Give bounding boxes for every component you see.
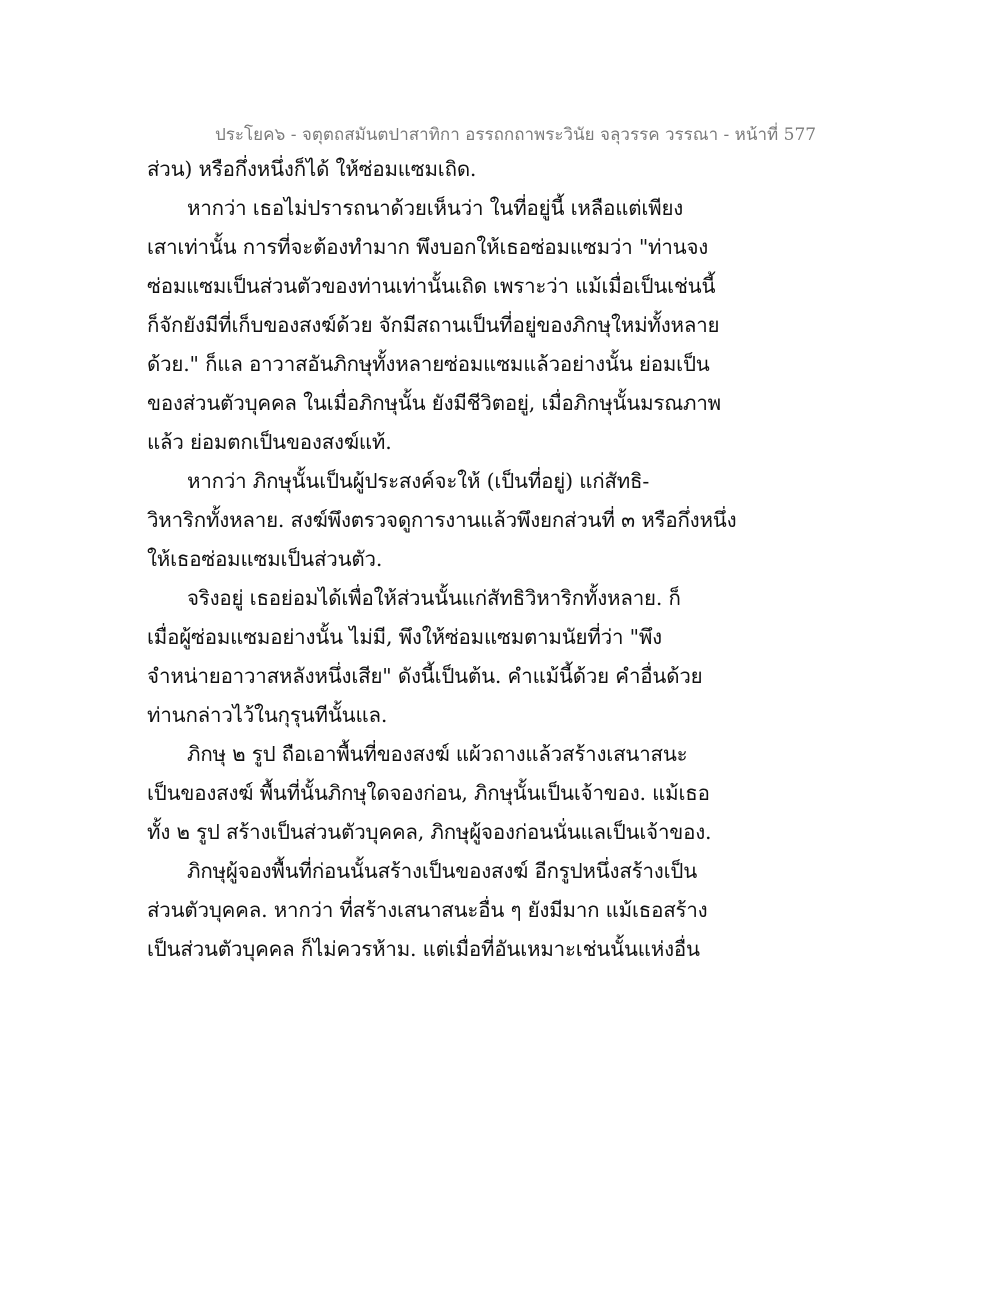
text-line-10: วิหาริกทั้งหลาย. สงฆ์พึงตรวจดูการงานแล้วพึงยกส่วนที่ ๓ หรือกึ่งหนึ่ง bbox=[147, 508, 737, 532]
text-line-20: ส่วนตัวบุคคล. หากว่า ที่สร้างเสนาสนะอื่น ๆ ยังมีมาก แม้เธอสร้าง bbox=[147, 898, 708, 922]
running-header: ประโยค๖ - จตุตถสมันตปาสาทิกา อรรถกถาพระวินัย จลุวรรค วรรณา - หน้าที่ 577 bbox=[215, 125, 817, 145]
text-line-4: ซ่อมแซมเป็นส่วนตัวของท่านเท่านั้นเถิด เพราะว่า แม้เมื่อเป็นเช่นนี้ bbox=[147, 274, 716, 298]
text-line-12: จริงอยู่ เธอย่อมได้เพื่อให้ส่วนนั้นแก่สัทธิวิหาริกทั้งหลาย. ก็ bbox=[187, 586, 681, 610]
text-line-19: ภิกษุผู้จองพื้นที่ก่อนนั้นสร้างเป็นของสงฆ์ อีกรูปหนึ่งสร้างเป็น bbox=[187, 859, 698, 883]
text-line-7: ของส่วนตัวบุคคล ในเมื่อภิกษุนั้น ยังมีชีวิตอยู่, เมื่อภิกษุนั้นมรณภาพ bbox=[147, 391, 721, 415]
text-line-11: ให้เธอซ่อมแซมเป็นส่วนตัว. bbox=[147, 547, 383, 571]
text-line-16: ภิกษุ ๒ รูป ถือเอาพื้นที่ของสงฆ์ แผ้วถางแล้วสร้างเสนาสนะ bbox=[187, 742, 688, 766]
text-line-3: เสาเท่านั้น การที่จะต้องทำมาก พึงบอกให้เธอซ่อมแซมว่า "ท่านจง bbox=[147, 235, 709, 259]
text-line-14: จำหน่ายอาวาสหลังหนึ่งเสีย" ดังนี้เป็นต้น. คำแม้นี้ด้วย คำอื่นด้วย bbox=[147, 664, 703, 688]
text-line-18: ทั้ง ๒ รูป สร้างเป็นส่วนตัวบุคคล, ภิกษุผู้จองก่อนนั่นแลเป็นเจ้าของ. bbox=[147, 820, 712, 844]
text-line-9: หากว่า ภิกษุนั้นเป็นผู้ประสงค์จะให้ (เป็นที่อยู่) แก่สัทธิ- bbox=[187, 469, 650, 493]
text-line-17: เป็นของสงฆ์ พื้นที่นั้นภิกษุใดจองก่อน, ภิกษุนั้นเป็นเจ้าของ. แม้เธอ bbox=[147, 781, 710, 805]
text-line-6: ด้วย." ก็แล อาวาสอันภิกษุทั้งหลายซ่อมแซมแล้วอย่างนั้น ย่อมเป็น bbox=[147, 352, 710, 376]
text-line-5: ก็จักยังมีที่เก็บของสงฆ์ด้วย จักมีสถานเป็นที่อยู่ของภิกษุใหม่ทั้งหลาย bbox=[147, 313, 720, 337]
body-text bbox=[147, 150, 757, 969]
text-line-2: หากว่า เธอไม่ปรารถนาด้วยเห็นว่า ในที่อยู่นี้ เหลือแต่เพียง bbox=[187, 196, 684, 220]
text-line-1: ส่วน) หรือกึ่งหนึ่งก็ได้ ให้ซ่อมแซมเถิด. bbox=[147, 157, 477, 181]
text-line-15: ท่านกล่าวไว้ในกุรุนทีนั้นแล. bbox=[147, 703, 388, 727]
text-line-21: เป็นส่วนตัวบุคคล ก็ไม่ควรห้าม. แต่เมื่อที่อันเหมาะเช่นนั้นแห่งอื่น bbox=[147, 937, 700, 961]
text-line-8: แล้ว ย่อมตกเป็นของสงฆ์แท้. bbox=[147, 430, 392, 454]
text-line-13: เมื่อผู้ซ่อมแซมอย่างนั้น ไม่มี, พึงให้ซ่อมแซมตามนัยที่ว่า "พึง bbox=[147, 625, 662, 649]
